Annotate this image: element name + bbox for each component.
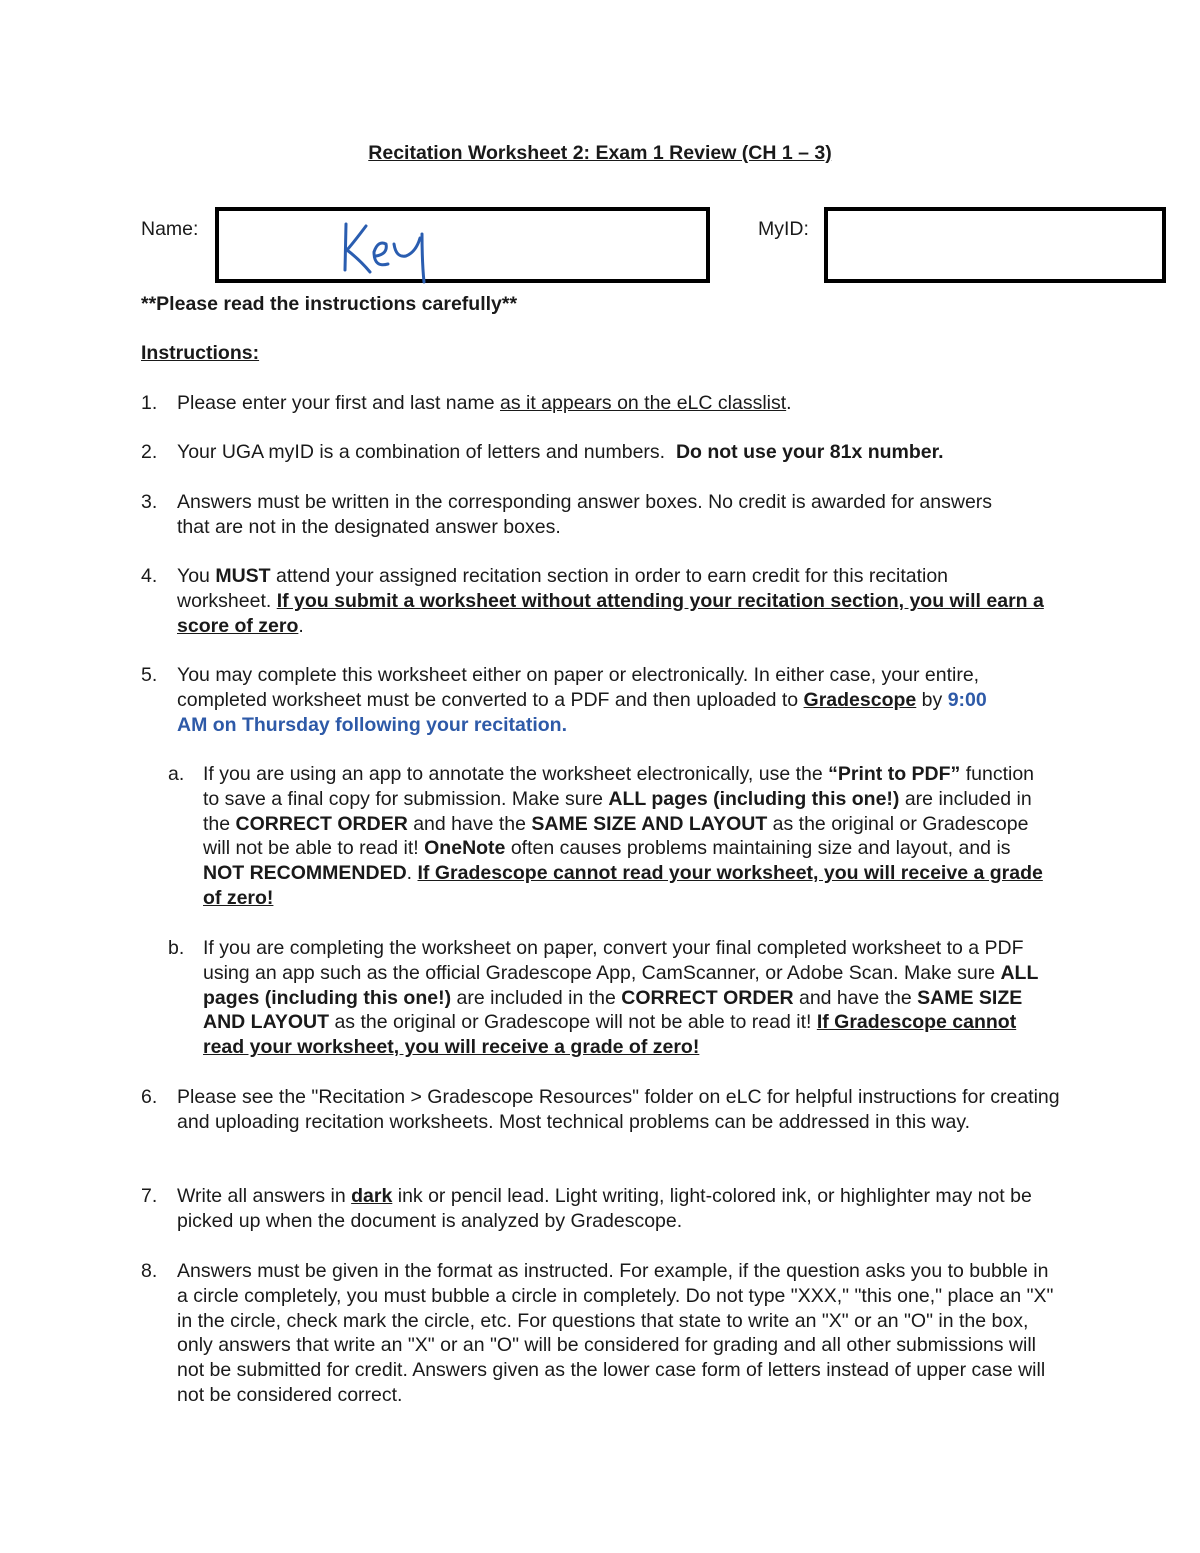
item-text: You may complete this worksheet either on paper or electronically. In either case, your entire, completed worksheet must be converted to a PDF and then uploaded to bbox=[177, 664, 980, 711]
item-number: 7. bbox=[141, 1185, 158, 1207]
item-number: 4. bbox=[141, 565, 158, 587]
item-text: You bbox=[177, 565, 216, 587]
item-text: Please enter your first and last name bbox=[177, 392, 500, 414]
item-text: Please see the "Recitation > Gradescope Resources" folder on eLC for helpful instructions for creating and uploading recitation worksheets. Most technical problems can be addressed in this way. bbox=[177, 1086, 1060, 1133]
handwritten-key-signature bbox=[336, 212, 436, 284]
item-text: Write all answers in bbox=[177, 1185, 352, 1207]
item-text: Your UGA myID is a combination of letters and numbers. bbox=[177, 441, 676, 463]
subitem-letter: b. bbox=[168, 937, 185, 959]
notice-text: **Please read the instructions carefully** bbox=[141, 293, 518, 315]
item-bold: ALL pages (including this one!) bbox=[203, 961, 1039, 1009]
item-number: 1. bbox=[141, 392, 158, 414]
item-number: 8. bbox=[141, 1260, 158, 1282]
item-bold: NOT RECOMMENDED bbox=[203, 862, 407, 885]
subitem-letter: a. bbox=[168, 763, 185, 785]
item-bold-underlined: dark bbox=[351, 1185, 393, 1207]
myid-answer-box[interactable] bbox=[824, 207, 1166, 283]
item-text: and have the bbox=[793, 986, 918, 1009]
item-number: 6. bbox=[141, 1086, 158, 1108]
item-bold: “Print to PDF” bbox=[828, 763, 961, 785]
item-text: function to save a final copy for submission. Make sure bbox=[203, 763, 1035, 810]
item-number: 5. bbox=[141, 664, 158, 686]
item-bold: MUST bbox=[215, 565, 271, 587]
item-text: by bbox=[916, 688, 948, 711]
item-text: Answers must be given in the format as instructed. For example, if the question asks you to bubble in a circle completely, you must bubble a circle in completely. Do not type "XXX," "this one," place an "X" in the circle, check mark the circle, etc. For questions that state to write an "X" or an "O" in the box, only answers that write an "X" or an "O" will be considered for grading and all other submissions will not be submitted for credit. Answers given as the lower case form of letters instead of upper case will not be considered correct. bbox=[177, 1260, 1054, 1406]
name-label: Name: bbox=[141, 218, 199, 240]
item-text: are included in the bbox=[451, 986, 622, 1009]
item-text: . bbox=[786, 392, 792, 414]
item-bold-underlined: If Gradescope cannot read your worksheet, you will receive a grade of zero! bbox=[203, 1011, 1017, 1059]
item-text: ink or pencil lead. Light writing, light-colored ink, or highlighter may not be picked up when the document is analyzed by Gradescope. bbox=[177, 1185, 1032, 1232]
item-text: . bbox=[298, 614, 304, 637]
item-text: If you are using an app to annotate the worksheet electronically, use the bbox=[203, 763, 829, 785]
item-number: 3. bbox=[141, 491, 158, 513]
item-underlined: as it appears on the eLC classlist bbox=[500, 392, 787, 414]
item-text: If you are completing the worksheet on paper, convert your final completed worksheet to a PDF using an app such as the official Gradescope App, CamScanner, or Adobe Scan. Make sure bbox=[203, 937, 1024, 984]
item-bold: SAME SIZE AND LAYOUT bbox=[203, 986, 1023, 1034]
myid-label: MyID: bbox=[758, 218, 809, 240]
item-bold: OneNote bbox=[424, 837, 506, 860]
item-bold: CORRECT ORDER bbox=[621, 986, 794, 1009]
item-bold-underlined: Gradescope bbox=[803, 688, 917, 711]
name-signature-text bbox=[219, 211, 220, 212]
item-text: often causes problems maintaining size and layout, and is bbox=[505, 837, 1011, 860]
item-text: . bbox=[406, 862, 418, 885]
item-bold: SAME SIZE AND LAYOUT bbox=[531, 812, 768, 835]
item-text: as the original or Gradescope will not be able to read it! bbox=[329, 1011, 817, 1034]
item-text: Answers must be written in the corresponding answer boxes. No credit is awarded for answers that are not in the designated answer boxes. bbox=[177, 491, 993, 538]
item-bold: ALL pages (including this one!) bbox=[608, 787, 900, 810]
item-number: 2. bbox=[141, 441, 158, 463]
item-bold-underlined: If you submit a worksheet without attending your recitation section, you will earn a score of zero bbox=[177, 589, 1044, 637]
item-text: and have the bbox=[407, 812, 532, 835]
page-title: Recitation Worksheet 2: Exam 1 Review (CH 1 – 3) bbox=[368, 142, 832, 164]
name-answer-box[interactable] bbox=[215, 207, 710, 283]
item-bold-underlined: If Gradescope cannot read your worksheet, you will receive a grade of zero! bbox=[203, 862, 1043, 909]
item-bold: CORRECT ORDER bbox=[235, 812, 408, 835]
item-text: attend your assigned recitation section in order to earn credit for this recitation worksheet. bbox=[177, 565, 949, 612]
item-bold: Do not use your 81x number. bbox=[675, 441, 944, 463]
instructions-heading: Instructions: bbox=[141, 342, 260, 364]
item-text: as the original or Gradescope will not be able to read it! bbox=[203, 812, 1029, 860]
deadline-text: 9:00 AM on Thursday following your recitation. bbox=[177, 688, 987, 736]
item-text: are included in the bbox=[203, 787, 1032, 835]
